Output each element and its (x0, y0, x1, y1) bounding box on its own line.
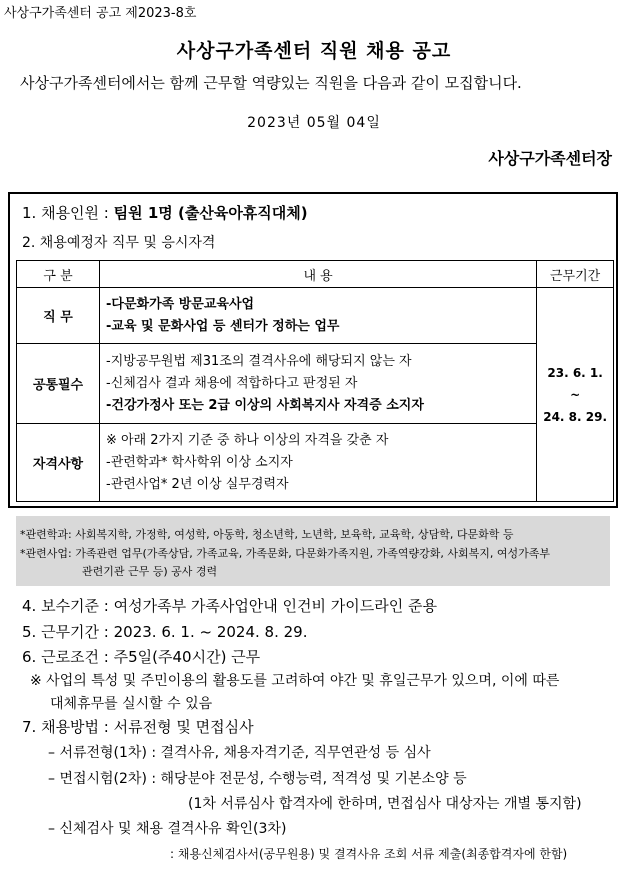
section-headcount (22, 202, 308, 223)
step-health-check: – 신체검사 및 채용 결격사유 확인(3차) (48, 821, 287, 837)
section-conditions: 6. 근로조건 : 주5일(주40시간) 근무 (22, 648, 261, 666)
section-salary: 4. 보수기준 : 여성가족부 가족사업안내 인건비 가이드라인 준용 (22, 597, 437, 615)
row-content-qualification (100, 424, 537, 502)
notice-date: 2023년 05월 04일 (247, 115, 381, 131)
table-row (17, 424, 614, 502)
step-health-check-note: : 채용신체검사서(공무원용) 및 결격사유 조회 서류 제출(최종합격자에 한함) (170, 847, 568, 861)
work-period (537, 288, 614, 502)
qualifications-table (16, 260, 614, 502)
header-category: 구 분 (17, 261, 100, 288)
row-label-common: 공통필수 (17, 344, 100, 424)
step-interview-note: (1차 서류심사 합격자에 한하며, 면접심사 대상자는 개별 통지함) (188, 796, 582, 812)
period-start: 23. 6. 1. (547, 365, 603, 380)
conditions-note-cont: 대체휴무를 실시할 수 있음 (50, 696, 213, 712)
step-document-screening: – 서류전형(1차) : 결격사유, 채용자격기준, 직무연관성 등 심사 (48, 745, 431, 761)
table-header-row (17, 261, 614, 288)
intro-text: 사상구가족센터에서는 함께 근무할 역량있는 직원을 다음과 같이 모집합니다. (20, 74, 522, 92)
note-related-major: *관련학과: 사회복지학, 가정학, 여성학, 아동학, 청소년학, 노년학, 보육학, 교육학, 상담학, 다문화학 등 (20, 528, 514, 541)
notes-box (16, 516, 610, 586)
note-related-business: *관련사업: 가족관련 업무(가족상담, 가족교육, 가족문화, 다문화가족지원, 가족역량강화, 사회복지, 여성가족부 (20, 547, 550, 560)
section-qualifications-heading: 2. 채용예정자 직무 및 응시자격 (22, 235, 216, 251)
row-label-duty: 직 무 (17, 288, 100, 344)
header-content: 내 용 (100, 261, 537, 288)
conditions-note: ※ 사업의 특성 및 주민이용의 활용도를 고려하여 야간 및 휴일근무가 있으며, 이에 따른 (30, 673, 560, 689)
list-item: -교육 및 문화사업 등 센터가 정하는 업무 (106, 318, 340, 334)
period-end: 24. 8. 29. (543, 409, 607, 424)
list-item: -지방공무원법 제31조의 결격사유에 해당되지 않는 자 (106, 353, 412, 369)
headcount-label: 1. 채용인원 : (22, 204, 114, 222)
note-related-business-cont: 관련기관 근무 등) 공사 경력 (82, 565, 218, 578)
row-content-common (100, 344, 537, 424)
list-item: -관련사업* 2년 이상 실무경력자 (106, 476, 289, 492)
row-label-qualification: 자격사항 (17, 424, 100, 502)
page-title: 사상구가족센터 직원 채용 공고 (176, 40, 452, 62)
row-content-duty (100, 288, 537, 344)
section-period: 5. 근무기간 : 2023. 6. 1. ~ 2024. 8. 29. (22, 623, 308, 641)
list-item: -관련학과* 학사학위 이상 소지자 (106, 454, 293, 470)
header-period: 근무기간 (537, 261, 614, 288)
step-interview: – 면접시험(2차) : 해당분야 전문성, 수행능력, 적격성 및 기본소양 등 (48, 771, 467, 787)
list-item: -다문화가족 방문교육사업 (106, 296, 255, 312)
list-item: -신체검사 결과 채용에 적합하다고 판정된 자 (106, 375, 358, 391)
section-method: 7. 채용방법 : 서류전형 및 면접심사 (22, 718, 254, 736)
headcount-value: 팀원 1명 (출산육아휴직대체) (113, 204, 308, 222)
table-row (17, 344, 614, 424)
notice-number: 사상구가족센터 공고 제2023-8호 (4, 6, 197, 21)
list-item: -건강가정사 또는 2급 이상의 사회복지사 자격증 소지자 (106, 397, 424, 413)
list-item: ※ 아래 2가지 기준 중 하나 이상의 자격을 갖춘 자 (106, 432, 389, 448)
period-separator: ~ (570, 387, 581, 402)
signature: 사상구가족센터장 (488, 149, 612, 168)
table-row (17, 288, 614, 344)
